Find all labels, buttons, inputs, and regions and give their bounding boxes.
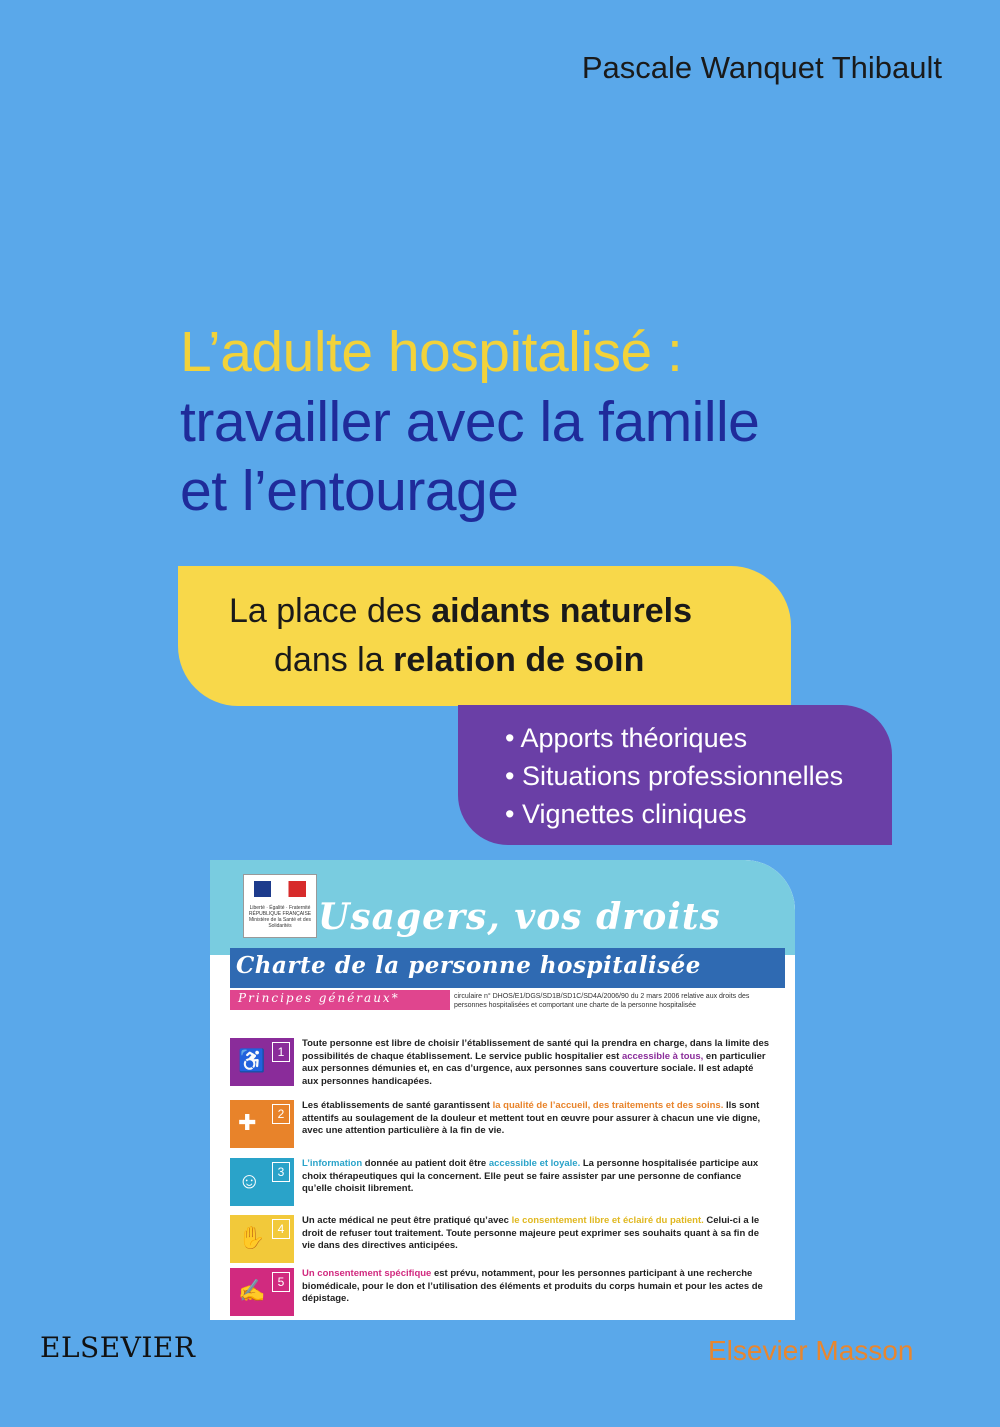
wheelchair-icon: ♿ 1: [230, 1038, 294, 1086]
charte-poster: [210, 860, 795, 1320]
subtitle-bold: relation de soin: [393, 641, 645, 680]
feature-item: • Apports théoriques: [505, 723, 748, 753]
charter-text: Un consentement spécifique est prévu, notamment, pour les personnes participant à une recherche biomédicale, pour le don et l’utilisation des éléments et produits du corps humain et pour les actes de dépistage.: [302, 1268, 763, 1305]
title-line-1: L’adulte hospitalisé :: [180, 320, 683, 384]
charter-text: Toute personne est libre de choisir l’établissement de santé qui la prendra en charge, dans la limite des possibilités de chaque établissement. Le service public hospitalier est accessible à tous, en particulier aux personnes démunies et, en cas d’urgence, aux personnes sans couverture sociale. Il est adapté aux personnes handicapées.: [302, 1038, 770, 1087]
feature-item: • Vignettes cliniques: [505, 798, 747, 829]
feature-item: • Situations professionnelles: [505, 760, 844, 791]
subtitle-part: La place des: [229, 592, 432, 630]
subtitle-bold: aidants naturels: [431, 592, 693, 630]
publisher-logo: ELSEVIER: [40, 1331, 196, 1364]
logo-text: Liberté · Égalité · Fraternité RÉPUBLIQUE FRANÇAISE Ministère de la Santé et des Solidarités: [248, 905, 312, 929]
author-name: Pascale Wanquet Thibault: [581, 50, 942, 85]
title-line-3: et l’entourage: [180, 459, 519, 524]
handshake-icon: ✍ 5: [230, 1268, 294, 1316]
book-title: [180, 318, 759, 527]
marianne-flag-icon: [254, 881, 306, 897]
title-line-2: travailler avec la famille: [180, 389, 760, 454]
charter-text: Un acte médical ne peut être pratiqué qu’avec le consentement libre et éclairé du patient. Celui-ci a le droit de refuser tout traitement. Toute personne majeure peut exprimer ses souhaits quant à sa fin de vie dans des directives anticipées.: [302, 1215, 760, 1252]
charter-text: L’information donnée au patient doit être accessible et loyale. La personne hospitalisée participe aux choix thérapeutiques qui la concernent. Elle peut se faire assister par une personne de confiance qu’elle choisit librement.: [302, 1158, 759, 1195]
care-icon: ✚ 2: [230, 1100, 294, 1148]
circulaire-note: circulaire n° DHOS/E1/DGS/SD1B/SD1C/SD4A/2006/90 du 2 mars 2006 relative aux droits des personnes hospitalisées et comportant une charte de la personne hospitalisée: [454, 993, 750, 1010]
subtitle: [229, 587, 692, 686]
principes-label: Principes généraux*: [238, 991, 400, 1005]
charter-text: Les établissements de santé garantissent la qualité de l’accueil, des traitements et des soins. Ils sont attentifs au soulagement de la douleur et mettent tout en œuvre pour assurer à chacun une vie digne, avec une attention particulière à la fin de vie.: [302, 1100, 761, 1137]
information-icon: ☺ 3: [230, 1158, 294, 1206]
feature-list: [505, 720, 843, 833]
imprint-logo: Elsevier Masson: [708, 1335, 914, 1366]
poster-heading: Usagers, vos droits: [318, 896, 721, 938]
subtitle-part: dans la: [274, 641, 394, 680]
poster-band-title: Charte de la personne hospitalisée: [236, 952, 701, 979]
ministry-logo: [243, 874, 317, 938]
consent-icon: ✋ 4: [230, 1215, 294, 1263]
